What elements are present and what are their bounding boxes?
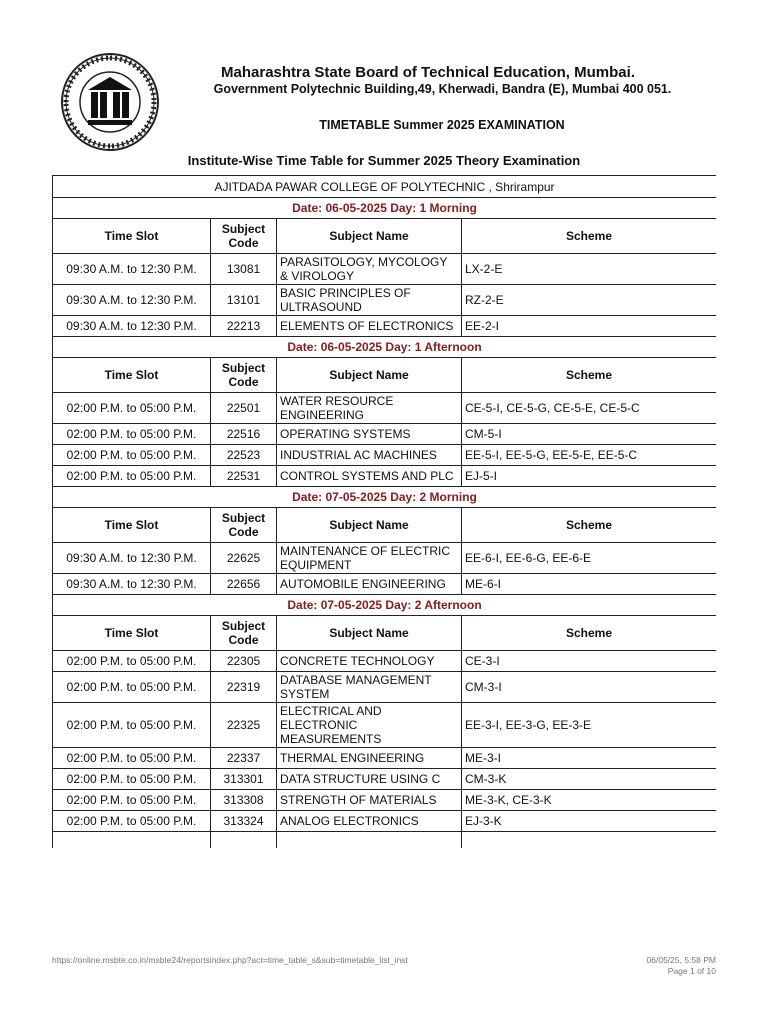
scheme-cell: EE-6-I, EE-6-G, EE-6-E [462,543,717,574]
time-slot-cell: 02:00 P.M. to 05:00 P.M. [53,672,211,703]
session-date-row [53,487,717,508]
subject-name-cell: ANALOG ELECTRONICS [277,811,462,832]
time-slot-header: Time Slot [53,508,211,543]
subject-name-cell: OPERATING SYSTEMS [277,424,462,445]
subject-code-cell: 22656 [211,574,277,595]
footer-datetime: 06/05/25, 5:58 PM [646,955,716,965]
subject-code-header: Subject Code [211,616,277,651]
table-row [53,703,717,748]
subject-name-cell: ELEMENTS OF ELECTRONICS [277,316,462,337]
session-date-row [53,337,717,358]
timetable-heading: TIMETABLE Summer 2025 EXAMINATION [319,118,565,132]
empty-cell [462,832,717,849]
subject-name-cell: PARASITOLOGY, MYCOLOGY & VIROLOGY [277,254,462,285]
column-header-row [53,358,717,393]
scheme-header: Scheme [462,219,717,254]
msbte-seal-logo [60,52,160,152]
time-slot-cell: 09:30 A.M. to 12:30 P.M. [53,574,211,595]
subject-code-cell: 22625 [211,543,277,574]
table-row [53,466,717,487]
table-row [53,769,717,790]
session-date-row [53,198,717,219]
scheme-cell: ME-6-I [462,574,717,595]
session-date-label: Date: 06-05-2025 Day: 1 Morning [53,198,717,219]
scheme-cell: CM-3-I [462,672,717,703]
subject-name-cell: INDUSTRIAL AC MACHINES [277,445,462,466]
time-slot-cell: 09:30 A.M. to 12:30 P.M. [53,254,211,285]
subject-code-header: Subject Code [211,508,277,543]
timetable-table [52,175,716,848]
continued-row [53,832,717,849]
time-slot-cell: 02:00 P.M. to 05:00 P.M. [53,811,211,832]
column-header-row [53,219,717,254]
table-row [53,254,717,285]
empty-cell [211,832,277,849]
college-name: AJITDADA PAWAR COLLEGE OF POLYTECHNIC , Shrirampur [53,176,717,198]
subject-name-cell: CONTROL SYSTEMS AND PLC [277,466,462,487]
scheme-cell: EE-3-I, EE-3-G, EE-3-E [462,703,717,748]
footer-url: https://online.msbte.co.in/msbte24/reportsindex.php?act=time_table_s&sub=timetable_list_inst [52,955,408,965]
session-date-label: Date: 07-05-2025 Day: 2 Morning [53,487,717,508]
time-slot-cell: 09:30 A.M. to 12:30 P.M. [53,285,211,316]
scheme-cell: EJ-3-K [462,811,717,832]
scheme-cell: CE-5-I, CE-5-G, CE-5-E, CE-5-C [462,393,717,424]
subject-code-cell: 313308 [211,790,277,811]
session-date-label: Date: 06-05-2025 Day: 1 Afternoon [53,337,717,358]
footer-meta [647,955,716,977]
scheme-header: Scheme [462,616,717,651]
time-slot-header: Time Slot [53,358,211,393]
subject-code-cell: 22516 [211,424,277,445]
subject-name-header: Subject Name [277,508,462,543]
subject-code-cell: 22319 [211,672,277,703]
subject-code-cell: 13101 [211,285,277,316]
scheme-header: Scheme [462,358,717,393]
subject-code-header: Subject Code [211,358,277,393]
table-row [53,790,717,811]
subject-code-cell: 22305 [211,651,277,672]
time-slot-cell: 02:00 P.M. to 05:00 P.M. [53,748,211,769]
subject-code-header: Subject Code [211,219,277,254]
session-date-label: Date: 07-05-2025 Day: 2 Afternoon [53,595,717,616]
table-row [53,393,717,424]
subject-name-header: Subject Name [277,358,462,393]
footer-page-number: Page 1 of 10 [667,966,716,976]
time-slot-cell: 09:30 A.M. to 12:30 P.M. [53,316,211,337]
table-row [53,445,717,466]
table-row [53,574,717,595]
scheme-header: Scheme [462,508,717,543]
empty-cell [53,832,211,849]
time-slot-cell: 02:00 P.M. to 05:00 P.M. [53,703,211,748]
scheme-cell: CM-3-K [462,769,717,790]
table-row [53,811,717,832]
time-slot-cell: 02:00 P.M. to 05:00 P.M. [53,466,211,487]
subject-name-cell: DATABASE MANAGEMENT SYSTEM [277,672,462,703]
subject-name-cell: CONCRETE TECHNOLOGY [277,651,462,672]
subject-name-cell: AUTOMOBILE ENGINEERING [277,574,462,595]
scheme-cell: EJ-5-I [462,466,717,487]
empty-cell [277,832,462,849]
subject-name-cell: MAINTENANCE OF ELECTRIC EQUIPMENT [277,543,462,574]
column-header-row [53,508,717,543]
table-row [53,672,717,703]
board-address: Government Polytechnic Building,49, Kherwadi, Bandra (E), Mumbai 400 051. [213,82,672,96]
time-slot-cell: 09:30 A.M. to 12:30 P.M. [53,543,211,574]
subject-code-cell: 22501 [211,393,277,424]
subject-code-cell: 313301 [211,769,277,790]
subject-name-cell: ELECTRICAL AND ELECTRONIC MEASUREMENTS [277,703,462,748]
timetable-sheet [52,175,716,906]
subject-name-cell: BASIC PRINCIPLES OF ULTRASOUND [277,285,462,316]
subject-code-cell: 22213 [211,316,277,337]
subject-code-cell: 313324 [211,811,277,832]
table-row [53,543,717,574]
board-title: Maharashtra State Board of Technical Education, Mumbai. [221,64,635,81]
subject-name-header: Subject Name [277,616,462,651]
subject-code-cell: 22531 [211,466,277,487]
college-row [53,176,717,198]
time-slot-cell: 02:00 P.M. to 05:00 P.M. [53,651,211,672]
time-slot-cell: 02:00 P.M. to 05:00 P.M. [53,790,211,811]
column-header-row [53,616,717,651]
time-slot-cell: 02:00 P.M. to 05:00 P.M. [53,424,211,445]
scheme-cell: ME-3-I [462,748,717,769]
subject-code-cell: 22337 [211,748,277,769]
subject-name-header: Subject Name [277,219,462,254]
time-slot-header: Time Slot [53,219,211,254]
scheme-cell: EE-5-I, EE-5-G, EE-5-E, EE-5-C [462,445,717,466]
table-row [53,424,717,445]
scheme-cell: ME-3-K, CE-3-K [462,790,717,811]
time-slot-cell: 02:00 P.M. to 05:00 P.M. [53,769,211,790]
scheme-cell: EE-2-I [462,316,717,337]
time-slot-cell: 02:00 P.M. to 05:00 P.M. [53,445,211,466]
subject-name-cell: THERMAL ENGINEERING [277,748,462,769]
scheme-cell: LX-2-E [462,254,717,285]
scheme-cell: CM-5-I [462,424,717,445]
institute-wise-heading: Institute-Wise Time Table for Summer 2025 Theory Examination [187,153,581,168]
subject-name-cell: STRENGTH OF MATERIALS [277,790,462,811]
table-row [53,651,717,672]
time-slot-cell: 02:00 P.M. to 05:00 P.M. [53,393,211,424]
subject-name-cell: DATA STRUCTURE USING C [277,769,462,790]
subject-name-cell: WATER RESOURCE ENGINEERING [277,393,462,424]
subject-code-cell: 22325 [211,703,277,748]
table-row [53,316,717,337]
scheme-cell: RZ-2-E [462,285,717,316]
subject-code-cell: 13081 [211,254,277,285]
subject-code-cell: 22523 [211,445,277,466]
table-row [53,748,717,769]
table-row [53,285,717,316]
time-slot-header: Time Slot [53,616,211,651]
scheme-cell: CE-3-I [462,651,717,672]
session-date-row [53,595,717,616]
